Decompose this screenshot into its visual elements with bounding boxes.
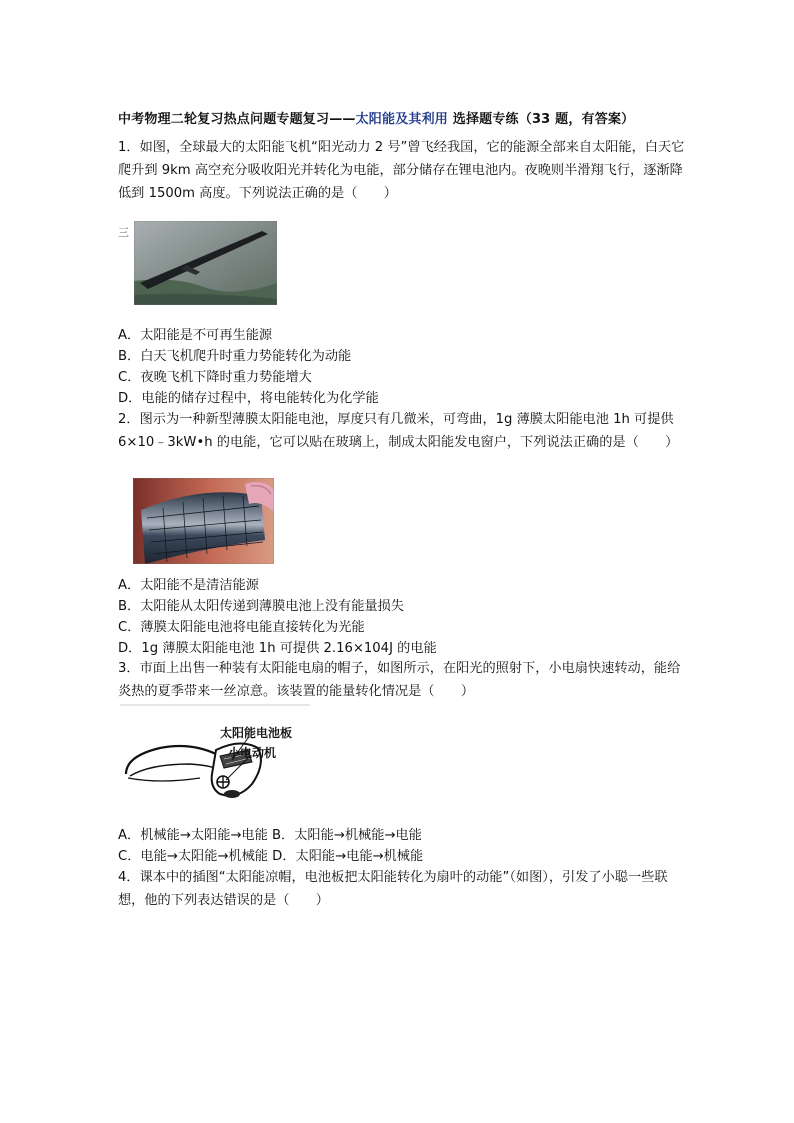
title-prefix: 中考物理二轮复习热点问题专题复习—— xyxy=(118,112,356,127)
question-1-option-a: A．太阳能是不可再生能源 xyxy=(118,328,273,343)
solar-fan-hat-drawing xyxy=(120,704,315,816)
thin-film-solar-cell-photo xyxy=(133,478,274,564)
page-title xyxy=(118,108,688,127)
question-3-options-line-1: A．机械能→太阳能→电能 B．太阳能→机械能→电能 xyxy=(118,828,422,843)
question-3-options-line-2: C．电能→太阳能→机械能 D．太阳能→电能→机械能 xyxy=(118,849,424,864)
question-2-option-c: C．薄膜太阳能电池将电能直接转化为光能 xyxy=(118,620,365,635)
question-4-stem: 4．课本中的插图“太阳能凉帽，电池板把太阳能转化为扇叶的动能”（如图），引发了小聪一些联想，他的下列表达错误的是（ ） xyxy=(118,870,668,908)
hat-label-solar-panel: 太阳能电池板 xyxy=(220,726,293,740)
title-suffix: 选择题专练（33 题，有答案） xyxy=(448,112,635,127)
figure-marker: 三 xyxy=(118,226,129,239)
hat-label-motor: 小电动机 xyxy=(228,746,277,760)
question-2-option-b: B．太阳能从太阳传递到薄膜电池上没有能量损失 xyxy=(118,599,404,614)
question-1-stem: 1．如图，全球最大的太阳能飞机“阳光动力 2 号”曾飞经我国，它的能源全部来自太阳能，白天它爬升到 9km 高空充分吸收阳光并转化为电能，部分储存在锂电池内。夜晚则半滑翔飞行，逐渐降低到 1500m 高度。下列说法正确的是（ ） xyxy=(118,140,685,201)
question-2-option-d: D．1g 薄膜太阳能电池 1h 可提供 2.16×104J 的电能 xyxy=(118,641,437,656)
question-1-option-c: C．夜晚飞机下降时重力势能增大 xyxy=(118,370,312,385)
question-3-stem: 3．市面上出售一种装有太阳能电扇的帽子，如图所示，在阳光的照射下，小电扇快速转动，能给炎热的夏季带来一丝凉意。该装置的能量转化情况是（ ） xyxy=(118,661,681,699)
hat-line-art xyxy=(120,704,315,816)
question-1-option-d: D．电能的储存过程中，将电能转化为化学能 xyxy=(118,391,379,406)
solar-plane-photo xyxy=(134,221,277,305)
question-1-option-b: B．白天飞机爬升时重力势能转化为动能 xyxy=(118,349,352,364)
question-2-option-a: A．太阳能不是清洁能源 xyxy=(118,578,259,593)
question-2-stem: 2．图示为一种新型薄膜太阳能电池，厚度只有几微米，可弯曲，1g 薄膜太阳能电池 1h 可提供 6×10﹣3kW•h 的电能，它可以贴在玻璃上，制成太阳能发电窗户，下列说法正确的是（ ） xyxy=(118,412,679,450)
title-topic: 太阳能及其利用 xyxy=(355,112,449,127)
